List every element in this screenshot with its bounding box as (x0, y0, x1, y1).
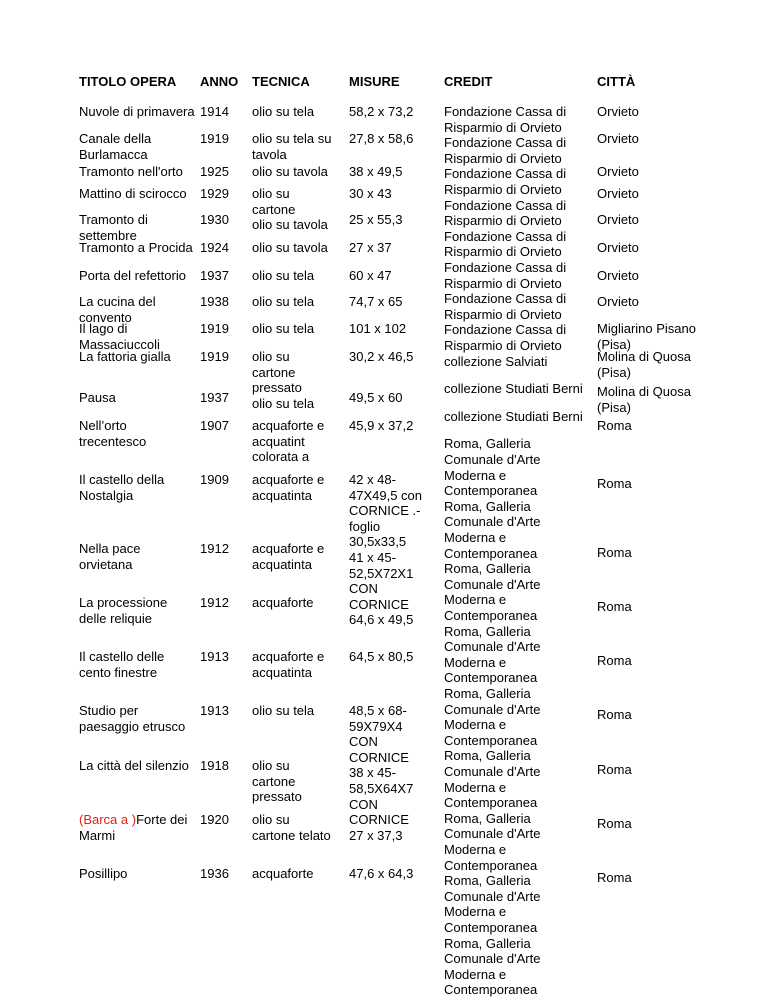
cell-tecnica: olio su tela (252, 268, 315, 283)
cell-misure: 60 x 47 (349, 268, 392, 283)
cell-titolo-opera: Porta del refettorio (79, 268, 186, 283)
cell-anno: 1937 (200, 390, 229, 405)
cell-credit: Roma, Galleria Comunale d'Arte Moderna e Contemporanea (444, 935, 541, 998)
cell-citta: Roma (597, 599, 632, 614)
cell-misure: 48,5 x 68- 59X79X4 CON CORNICE (349, 703, 409, 765)
cell-citta: Roma (597, 816, 632, 831)
cell-titolo-opera: Canale della Burlamacca (79, 131, 152, 162)
cell-citta: Roma (597, 476, 632, 491)
cell-titolo-opera: Pausa (79, 390, 116, 405)
cell-misure: 74,7 x 65 (349, 294, 403, 309)
cell-credit: Roma, Galleria Comunale d'Arte Moderna e Contemporanea (444, 561, 541, 623)
cell-credit: Fondazione Cassa di Risparmio di Orvieto (444, 104, 567, 135)
title-text: Forte dei Marmi (79, 812, 188, 843)
cell-anno: 1912 (200, 595, 229, 610)
cell-titolo-opera: La cucina del convento (79, 294, 156, 325)
cell-anno: 1919 (200, 349, 229, 364)
cell-misure: 101 x 102 (349, 321, 407, 336)
cell-tecnica: olio su tela (252, 395, 315, 411)
cell-titolo-opera: La fattoria gialla (79, 349, 171, 364)
cell-tecnica: olio su cartone (252, 186, 296, 217)
cell-titolo-opera: Il castello delle cento finestre (79, 649, 165, 680)
cell-citta: Molina di Quosa (Pisa) (597, 349, 691, 380)
cell-credit: Roma, Galleria Comunale d'Arte Moderna e Contemporanea (444, 873, 541, 935)
cell-misure: 30 x 43 (349, 186, 392, 201)
cell-tecnica: acquaforte e acquatinta (252, 649, 325, 680)
cell-tecnica: acquaforte e acquatinta (252, 472, 325, 503)
cell-titolo-opera (79, 812, 187, 843)
cell-citta: Migliarino Pisano (Pisa) (597, 321, 696, 352)
cell-tecnica: olio su tela (252, 703, 315, 718)
header-tecnica: TECNICA (252, 74, 310, 89)
cell-tecnica: olio su tavola (252, 164, 328, 179)
cell-tecnica: acquaforte (252, 595, 314, 610)
cell-titolo-opera: Tramonto di settembre (79, 212, 148, 243)
cell-titolo-opera: Studio per paesaggio etrusco (79, 703, 186, 734)
cell-credit: Fondazione Cassa di Risparmio di Orvieto (444, 135, 567, 166)
cell-credit: Roma, Galleria Comunale d'Arte Moderna e Contemporanea (444, 686, 541, 748)
cell-credit: Roma, Galleria Comunale d'Arte Moderna e Contemporanea (444, 498, 541, 561)
header-credit: CREDIT (444, 74, 493, 89)
cell-misure: 27,8 x 58,6 (349, 131, 414, 146)
cell-anno: 1930 (200, 212, 229, 227)
cell-credit: Fondazione Cassa di Risparmio di Orvieto (444, 322, 567, 353)
cell-credit: Fondazione Cassa di Risparmio di Orvieto (444, 228, 567, 260)
cell-citta: Roma (597, 545, 632, 560)
cell-citta: Roma (597, 707, 632, 722)
cell-misure: 27 x 37 (349, 240, 392, 255)
cell-titolo-opera: La città del silenzio (79, 758, 189, 773)
cell-tecnica: olio su tela su tavola (252, 131, 332, 162)
cell-anno: 1919 (200, 321, 229, 336)
cell-citta: Roma (597, 418, 632, 433)
cell-misure: 64,6 x 49,5 (349, 612, 414, 628)
cell-citta: Orvieto (597, 212, 639, 227)
cell-tecnica: acquaforte e acquatint colorata a (252, 418, 325, 465)
cell-citta: Orvieto (597, 240, 639, 255)
cell-misure: 27 x 37,3 (349, 827, 403, 843)
cell-titolo-opera: Nell’orto trecentesco (79, 418, 147, 449)
cell-tecnica: olio su cartone pressato (252, 349, 302, 396)
cell-tecnica: acquaforte (252, 866, 314, 881)
cell-misure: 47,6 x 64,3 (349, 866, 414, 881)
cell-tecnica: olio su cartone pressato (252, 758, 302, 805)
cell-citta: Orvieto (597, 131, 639, 146)
cell-anno: 1929 (200, 186, 229, 201)
cell-citta: Roma (597, 653, 632, 668)
cell-titolo-opera: Nella pace orvietana (79, 541, 141, 572)
cell-titolo-opera: Mattino di scirocco (79, 186, 187, 201)
cell-misure: 49,5 x 60 (349, 390, 403, 405)
cell-tecnica: olio su tela (252, 294, 315, 309)
header-misure: MISURE (349, 74, 400, 89)
cell-tecnica: olio su tela (252, 321, 315, 336)
cell-credit: Fondazione Cassa di Risparmio di Orvieto (444, 260, 567, 291)
cell-anno: 1936 (200, 866, 229, 881)
cell-citta: Orvieto (597, 268, 639, 283)
cell-misure: 45,9 x 37,2 (349, 418, 414, 433)
cell-tecnica: olio su cartone telato (252, 812, 331, 843)
cell-credit: Roma, Galleria Comunale d'Arte Moderna e Contemporanea (444, 748, 541, 811)
cell-misure: 64,5 x 80,5 (349, 649, 414, 664)
cell-titolo-opera: La processione delle reliquie (79, 595, 168, 626)
cell-titolo-opera: Tramonto a Procida (79, 240, 193, 255)
cell-misure: 42 x 48- 47X49,5 con CORNICE .- foglio 30,5x33,5 (349, 472, 423, 550)
header-titolo-opera: TITOLO OPERA (79, 74, 177, 89)
cell-misure: 30,2 x 46,5 (349, 349, 414, 364)
cell-anno: 1914 (200, 104, 229, 119)
cell-citta: Orvieto (597, 164, 639, 179)
cell-anno: 1925 (200, 164, 229, 179)
cell-misure: 25 x 55,3 (349, 212, 403, 227)
cell-credit: collezione Studiati Berni (444, 408, 583, 424)
cell-tecnica: olio su tavola (252, 217, 328, 233)
header-anno: ANNO (200, 74, 239, 89)
cell-anno: 1920 (200, 812, 229, 827)
cell-anno: 1918 (200, 758, 229, 773)
cell-credit: Roma, Galleria Comunale d'Arte Moderna e Contemporanea (444, 623, 541, 686)
cell-citta: Molina di Quosa (Pisa) (597, 384, 691, 415)
cell-credit: Fondazione Cassa di Risparmio di Orvieto (444, 166, 567, 197)
cell-anno: 1913 (200, 649, 229, 664)
cell-titolo-opera: Il castello della Nostalgia (79, 472, 165, 503)
cell-credit: collezione Studiati Berni (444, 381, 583, 397)
cell-misure: 41 x 45- 52,5X72X1 CON CORNICE (349, 550, 414, 612)
cell-titolo-opera: Nuvole di primavera (79, 104, 195, 119)
cell-citta: Orvieto (597, 294, 639, 309)
cell-credit: Fondazione Cassa di Risparmio di Orvieto (444, 197, 567, 229)
header-citta: CITTÀ (597, 74, 636, 89)
cell-anno: 1938 (200, 294, 229, 309)
cell-credit: Roma, Galleria Comunale d'Arte Moderna e Contemporanea (444, 436, 541, 499)
cell-anno: 1913 (200, 703, 229, 718)
cell-citta: Roma (597, 870, 632, 885)
cell-anno: 1919 (200, 131, 229, 146)
cell-anno: 1907 (200, 418, 229, 433)
cell-citta: Roma (597, 762, 632, 777)
cell-tecnica: olio su tela (252, 104, 315, 119)
cell-anno: 1924 (200, 240, 229, 255)
cell-titolo-opera: Posillipo (79, 866, 128, 881)
cell-misure: 38 x 45- 58,5X64X7 CON CORNICE (349, 765, 414, 828)
cell-credit: collezione Salviati (444, 353, 548, 369)
cell-anno: 1909 (200, 472, 229, 487)
cell-misure: 58,2 x 73,2 (349, 104, 414, 119)
cell-anno: 1912 (200, 541, 229, 556)
cell-tecnica: acquaforte e acquatinta (252, 541, 325, 572)
cell-anno: 1937 (200, 268, 229, 283)
cell-titolo-opera: Il lago di Massaciuccoli (79, 321, 160, 352)
cell-misure: 38 x 49,5 (349, 164, 403, 179)
cell-titolo-opera: Tramonto nell'orto (79, 164, 183, 179)
cell-citta: Orvieto (597, 186, 639, 201)
title-prefix-red: (Barca a ) (79, 812, 137, 827)
cell-citta: Orvieto (597, 104, 639, 119)
cell-credit: Fondazione Cassa di Risparmio di Orvieto (444, 291, 567, 322)
cell-tecnica: olio su tavola (252, 240, 328, 255)
cell-credit: Roma, Galleria Comunale d'Arte Moderna e Contemporanea (444, 810, 541, 873)
